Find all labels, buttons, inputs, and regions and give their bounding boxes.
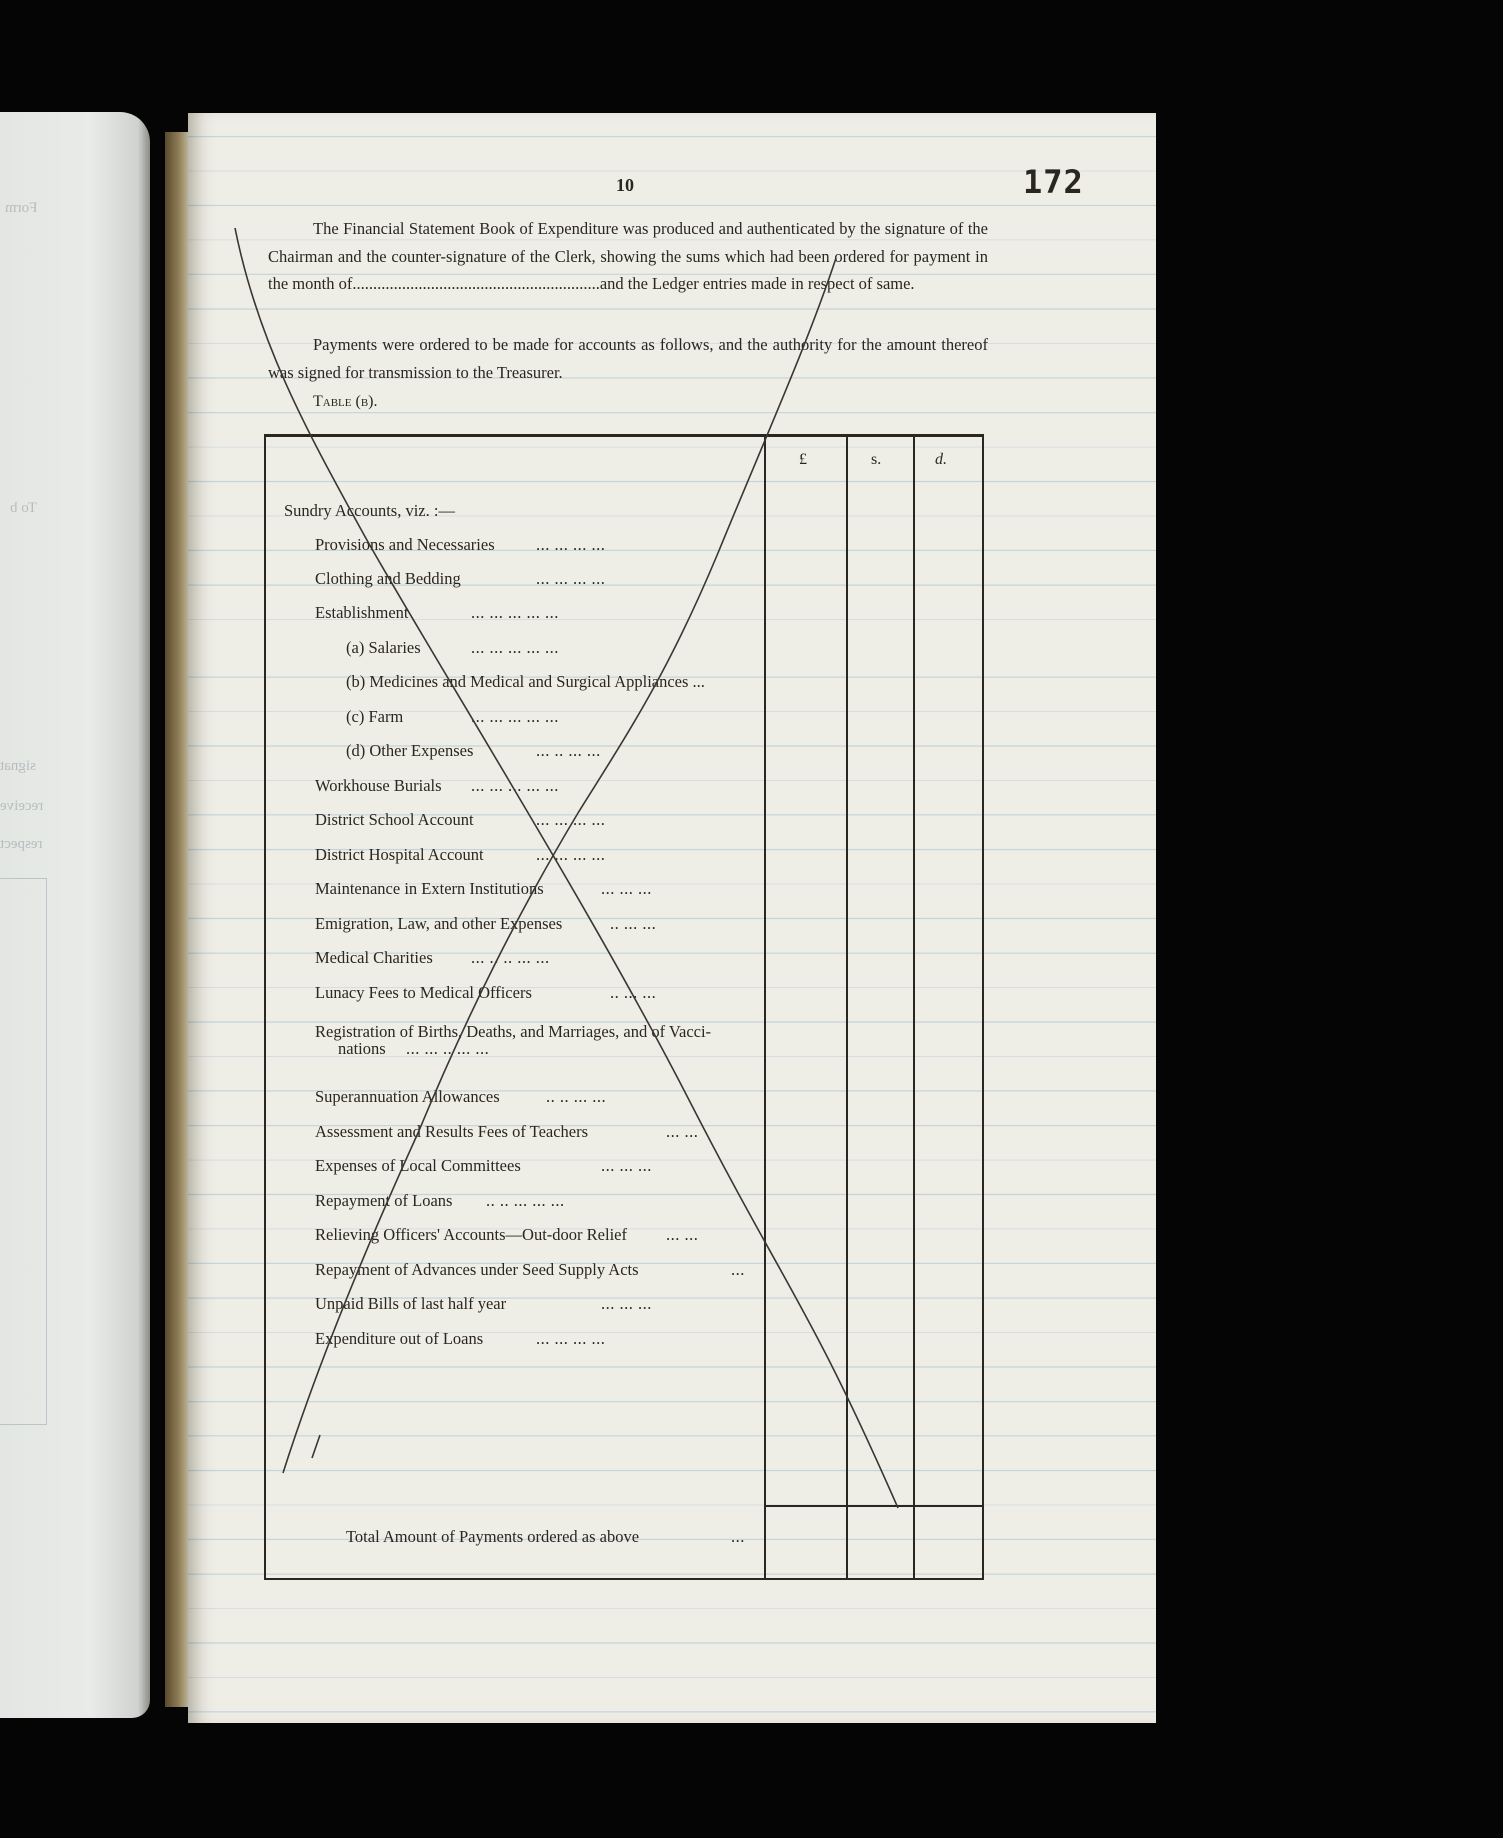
row-leader-dots: ... ... ... ... [536,569,606,588]
row-leader-dots: .. .. ... ... [546,1087,607,1106]
row-label: Lunacy Fees to Medical Officers [315,983,532,1002]
row-label: District School Account [315,810,474,829]
row-leader-dots: ... [731,1260,745,1279]
row-leader-dots: ... ... ... ... ... [471,776,559,795]
row-label: (b) Medicines and Medical and Surgical Appliances ... [346,672,705,691]
row-label: Clothing and Bedding [315,569,461,588]
ghost-text: To b [10,500,37,516]
row-leader-dots: ... .. ... ... [536,741,601,760]
row-leader-dots: ... ... ... ... ... [471,707,559,726]
row-leader-dots: .. ... ... [610,983,657,1002]
row-leader-dots: ... ... .. ... ... [406,1039,490,1058]
row-leader-dots: ... ... [666,1122,699,1141]
ghost-text: receive [0,798,44,814]
document-page [188,113,1156,1723]
column-header-pounds: £ [799,451,807,468]
row-label: Provisions and Necessaries [315,535,495,554]
row-leader-dots: ... ... [666,1225,699,1244]
table-label: Table (b). [313,393,378,410]
total-rule [764,1505,982,1507]
row-label: Establishment [315,603,409,622]
row-leader-dots: ... ... ... [601,1156,652,1175]
ghost-text: signat [0,758,36,774]
row-leader-dots: ... ... ... ... ... [471,603,559,622]
row-leader-dots: .. ... ... [610,914,657,933]
page-number: 10 [616,175,634,195]
row-label: (c) Farm [346,707,404,726]
row-label: Registration of Births, Deaths, and Marriages, and of Vacci- [315,1022,712,1041]
row-label: District Hospital Account [315,845,484,864]
row-label: Expenditure out of Loans [315,1329,484,1348]
table-heading-text: Sundry Accounts, viz. :— [284,501,455,520]
row-label: Superannuation Allowances [315,1087,500,1106]
row-leader-dots: ... ... ... ... ... [471,638,559,657]
folio-number: 172 [1023,163,1084,201]
row-label: Unpaid Bills of last half year [315,1294,507,1313]
ghost-table-outline [0,878,47,1425]
row-leader-dots: ... .. .. ... ... [471,948,550,967]
row-label: (a) Salaries [346,638,421,657]
row-label-continuation: nations [338,1039,386,1058]
column-divider [846,437,848,1578]
row-label: Medical Charities [315,948,433,967]
column-header-pence: d. [935,451,947,468]
payments-paragraph: Payments were ordered to be made for accounts as follows, and the authority for the amount thereof was signed for transmission to the Treasurer. [268,335,988,382]
ledger-table [264,434,984,1580]
row-label: Expenses of Local Committees [315,1156,521,1175]
row-leader-dots: ... ... ... [601,879,652,898]
row-label: Maintenance in Extern Institutions [315,879,544,898]
row-label: Workhouse Burials [315,776,442,795]
row-leader-dots: .. .. ... ... ... [486,1191,565,1210]
row-leader-dots: ... ... ... ... [536,845,606,864]
column-header-shillings: s. [871,451,882,468]
row-label: Emigration, Law, and other Expenses [315,914,563,933]
row-leader-dots: ... [731,1527,745,1546]
row-leader-dots: ... ... ... ... [536,810,606,829]
row-label: Repayment of Advances under Seed Supply Acts [315,1260,639,1279]
row-leader-dots: ... ... ... ... [536,1329,606,1348]
ghost-text: respect [0,836,43,852]
column-divider [764,437,766,1578]
row-label: Repayment of Loans [315,1191,453,1210]
row-leader-dots: ... ... ... ... [536,535,606,554]
ghost-text: Form [5,200,38,216]
row-leader-dots: ... ... ... [601,1294,652,1313]
intro-paragraph: The Financial Statement Book of Expenditure was produced and authenticated by the signature of the Chairman and the counter-signature of the Clerk, showing the sums which had been ordered for payment in the month of............................................................and the Ledger entries made in respect of same. [268,219,988,293]
facing-page [0,112,150,1718]
row-label: (d) Other Expenses [346,741,474,760]
total-label: Total Amount of Payments ordered as above [346,1527,640,1546]
table-row [266,1023,756,1063]
row-label: Relieving Officers' Accounts—Out-door Relief [315,1225,627,1244]
row-label: Assessment and Results Fees of Teachers [315,1122,589,1141]
column-divider [913,437,915,1578]
